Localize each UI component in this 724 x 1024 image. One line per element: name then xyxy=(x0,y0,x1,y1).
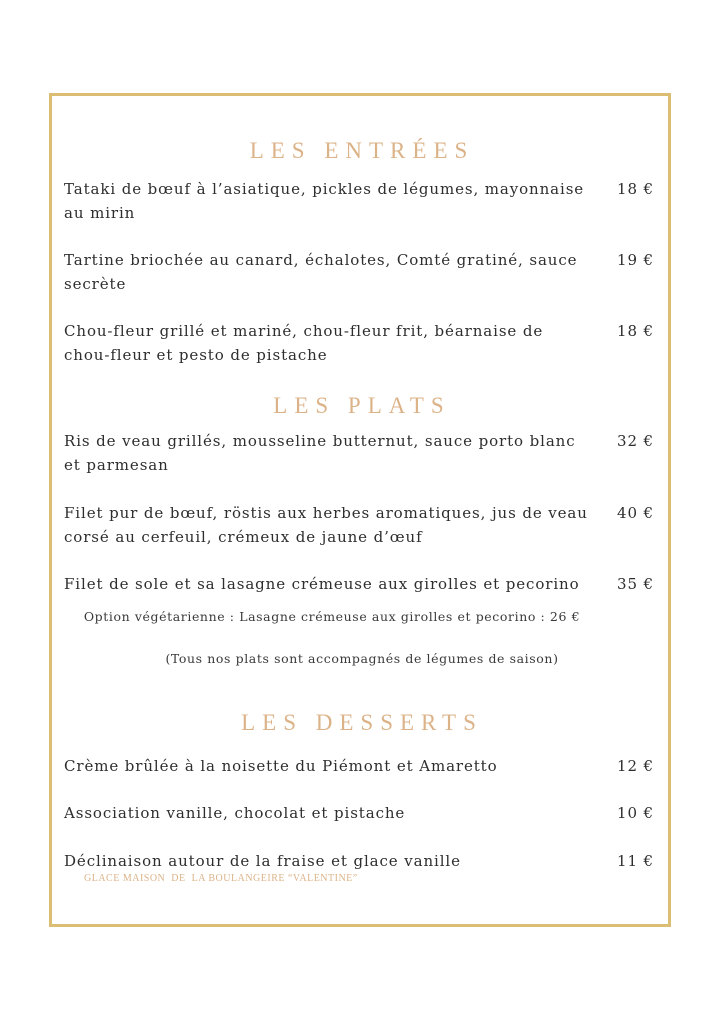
seasonal-vegetables-note: (Tous nos plats sont accompagnés de légumes de saison) xyxy=(165,651,559,666)
section-title-desserts: LES DESSERTS xyxy=(241,710,483,735)
price-entree-1: 18 € xyxy=(617,180,654,198)
dish-dessert-3: Déclinaison autour de la fraise et glace vanille xyxy=(64,852,461,870)
price-dessert-3: 11 € xyxy=(617,852,654,870)
dish-dessert-1: Crème brûlée à la noisette du Piémont et Amaretto xyxy=(64,757,498,775)
dish-plat-1: Ris de veau grillés, mousseline butternut, sauce porto blanc et parmesan xyxy=(64,432,576,474)
vegetarian-option-note: Option végétarienne : Lasagne crémeuse aux girolles et pecorino : 26 € xyxy=(83,609,581,624)
ice-cream-supplier-note: GLACE MAISON DE LA BOULANGEIRE “VALENTINE” xyxy=(84,873,358,884)
price-entree-2: 19 € xyxy=(617,251,654,269)
price-dessert-1: 12 € xyxy=(617,757,654,775)
dish-entree-2: Tartine briochée au canard, échalotes, Comté gratiné, sauce secrète xyxy=(64,251,578,293)
dish-dessert-2: Association vanille, chocolat et pistache xyxy=(64,804,406,822)
section-title-plats: LES PLATS xyxy=(273,393,451,418)
dish-plat-3: Filet de sole et sa lasagne crémeuse aux girolles et pecorino xyxy=(64,575,580,593)
price-plat-1: 32 € xyxy=(617,432,654,450)
price-entree-3: 18 € xyxy=(617,322,654,340)
dish-entree-1: Tataki de bœuf à l’asiatique, pickles de légumes, mayonnaise au mirin xyxy=(64,180,585,222)
price-plat-2: 40 € xyxy=(617,504,654,522)
dish-entree-3: Chou-fleur grillé et mariné, chou-fleur frit, béarnaise de chou-fleur et pesto de pistache xyxy=(64,322,544,364)
section-title-entrees: LES ENTRÉES xyxy=(249,138,475,163)
price-dessert-2: 10 € xyxy=(617,804,654,822)
dish-plat-2: Filet pur de bœuf, röstis aux herbes aromatiques, jus de veau corsé au cerfeuil, crémeux de jaune d’œuf xyxy=(64,504,588,546)
price-plat-3: 35 € xyxy=(617,575,654,593)
